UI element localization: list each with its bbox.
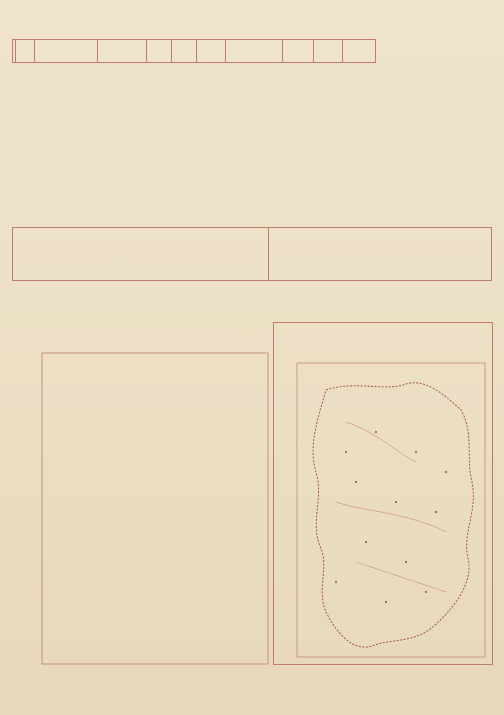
niederschlag-map	[296, 362, 486, 658]
